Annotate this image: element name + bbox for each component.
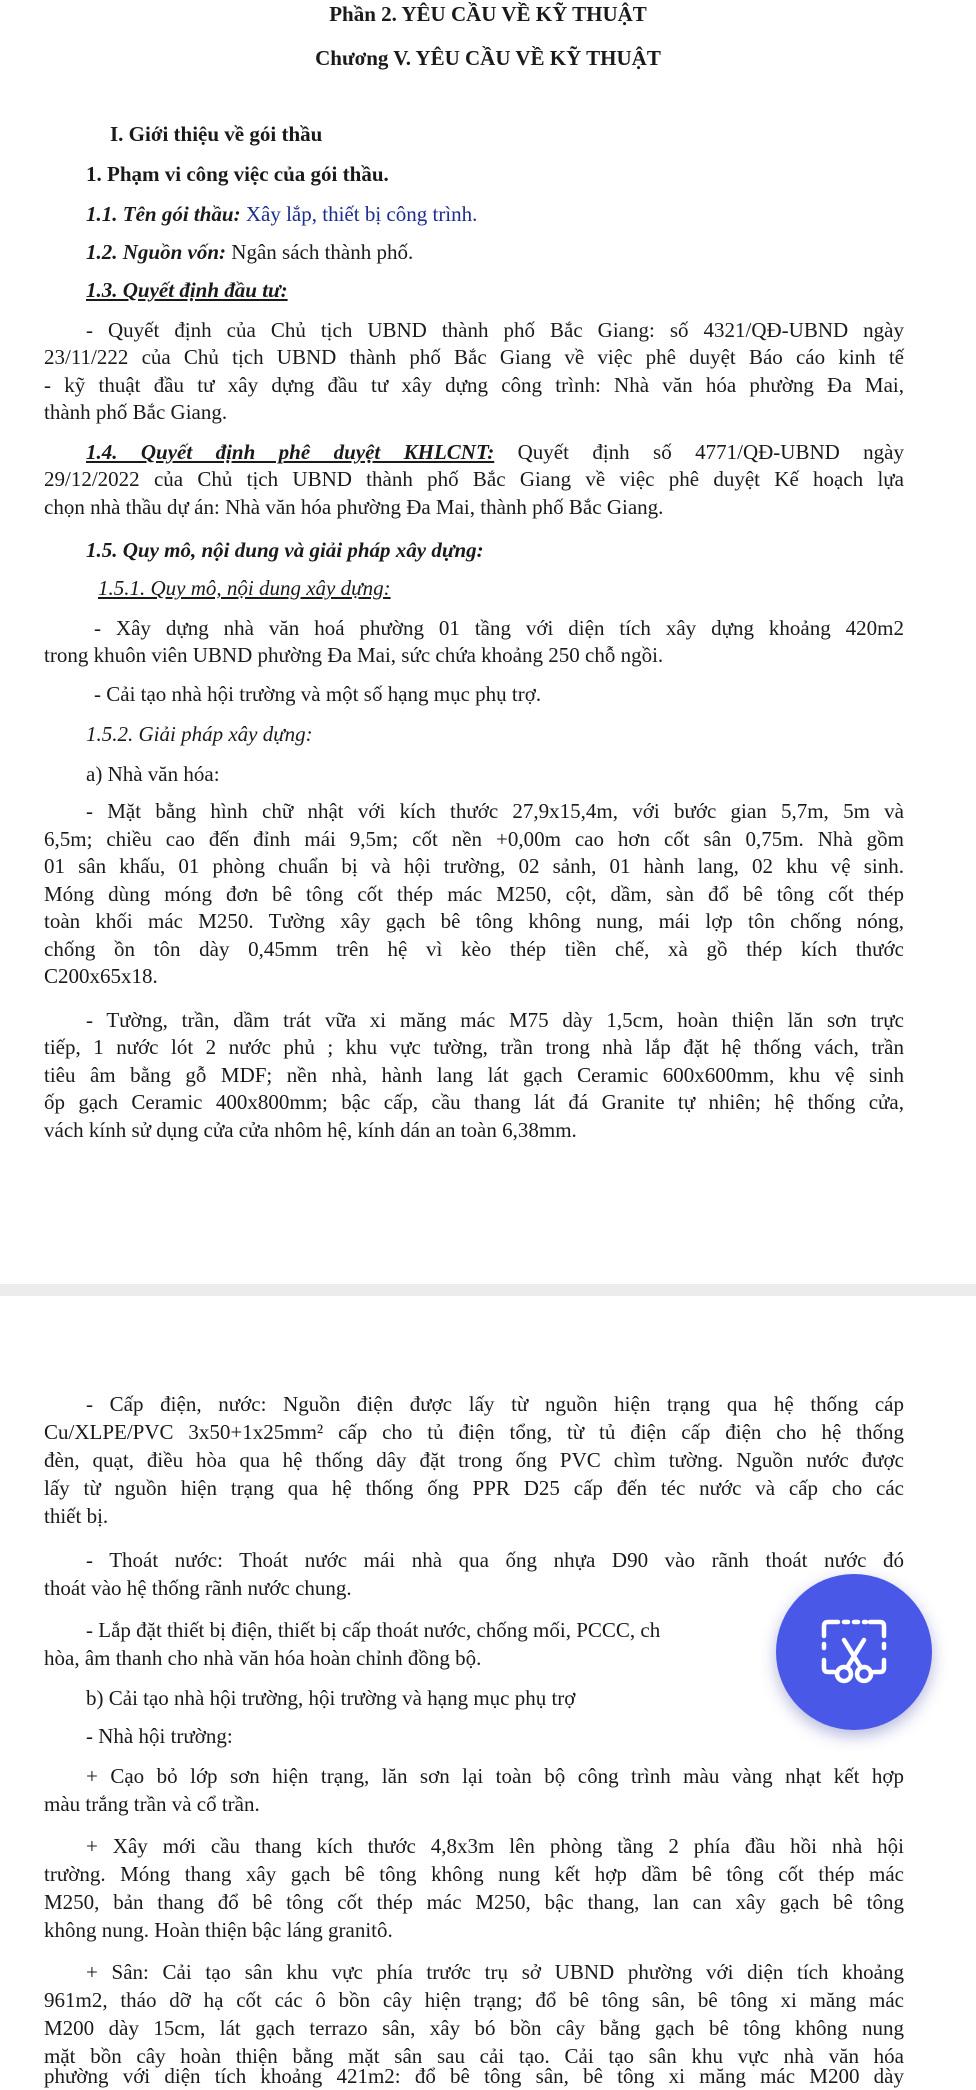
- subsection-1-5: 1.5. Quy mô, nội dung và giải pháp xây dựng:: [86, 538, 484, 562]
- paragraph-line: ốp gạch Ceramic 400x800mm; bậc cấp, cầu thang lát đá Granite tự nhiên; hệ thống cửa,: [44, 1090, 904, 1114]
- paragraph-line: Cu/XLPE/PVC 3x50+1x25mm² cấp cho tủ điện tổng, từ tủ điện cấp điện cho hệ thống: [44, 1420, 904, 1444]
- paragraph-line: - Cải tạo nhà hội trường và một số hạng mục phụ trợ.: [94, 682, 542, 706]
- paragraph-line: đèn, quạt, điều hòa qua hệ thống dây đặt trong ống PVC chìm tường. Nguồn nước được: [44, 1448, 904, 1472]
- paragraph-line: tiếp, 1 nước lót 2 nước phủ ; khu vực tường, trần trong nhà lắp đặt hệ thống vách, trần: [44, 1035, 904, 1059]
- paragraph-line: - Xây dựng nhà văn hoá phường 01 tầng với diện tích xây dựng khoảng 420m2: [94, 616, 904, 640]
- subsection-value: Ngân sách thành phố.: [226, 240, 414, 264]
- paragraph-line: 6,5m; chiều cao đến đỉnh mái 9,5m; cốt nền +0,00m cao hơn cốt sân 0,75m. Nhà gồm: [44, 827, 904, 851]
- item-b-subtitle: - Nhà hội trường:: [86, 1724, 233, 1748]
- subsection-value: Quyết định số 4771/QĐ-UBND ngày: [494, 440, 904, 464]
- subsection-1-3: [86, 276, 946, 304]
- paragraph-line: trường. Móng thang xây gạch bê tông không nung kết hợp dầm bê tông cốt thép mác: [44, 1862, 904, 1886]
- subsection-label: 1.3. Quyết định đầu tư:: [86, 278, 288, 302]
- subsection-1-4: [86, 438, 904, 466]
- page-separator: [0, 1284, 976, 1296]
- paragraph-line: chống ồn tôn dày 0,45mm trên hệ vì kèo thép tiền chế, xà gồ thép kích thước: [44, 937, 904, 961]
- paragraph-line: thiết bị.: [44, 1504, 109, 1528]
- paragraph-line: màu trắng trần và cổ trần.: [44, 1792, 260, 1816]
- item-b-title: b) Cải tạo nhà hội trường, hội trường và hạng mục phụ trợ: [86, 1686, 576, 1710]
- paragraph-line: + Xây mới cầu thang kích thước 4,8x3m lên phòng tầng 2 phía đầu hồi nhà hội: [86, 1834, 904, 1858]
- paragraph-line: M250, bản thang đổ bê tông cốt thép mác M250, bậc thang, lan can xây gạch bê tông: [44, 1890, 904, 1914]
- paragraph-line: thoát vào hệ thống rãnh nước chung.: [44, 1576, 352, 1600]
- paragraph-line: - Quyết định của Chủ tịch UBND thành phố Bắc Giang: số 4321/QĐ-UBND ngày: [86, 318, 904, 342]
- subsection-value: Xây lắp, thiết bị công trình.: [240, 202, 478, 226]
- paragraph-line: C200x65x18.: [44, 964, 158, 988]
- paragraph-line: chọn nhà thầu dự án: Nhà văn hóa phường Đa Mai, thành phố Bắc Giang.: [44, 495, 664, 519]
- paragraph-line: - Cấp điện, nước: Nguồn điện được lấy từ nguồn hiện trạng qua hệ thống cáp: [86, 1392, 904, 1416]
- paragraph-line: - Lắp đặt thiết bị điện, thiết bị cấp thoát nước, chống mối, PCCC, ch: [86, 1618, 661, 1642]
- subsection-label: 1.2. Nguồn vốn:: [86, 240, 227, 264]
- paragraph-line: 29/12/2022 của Chủ tịch UBND thành phố Bắc Giang về việc phê duyệt Kế hoạch lựa: [44, 467, 904, 491]
- paragraph-line: - kỹ thuật đầu tư xây dựng đầu tư xây dựng công trình: Nhà văn hóa phường Đa Mai,: [44, 373, 904, 397]
- item-a-title: a) Nhà văn hóa:: [86, 762, 220, 786]
- subsection-1-5-1: 1.5.1. Quy mô, nội dung xây dựng:: [98, 576, 391, 600]
- paragraph-line: 23/11/222 của Chủ tịch UBND thành phố Bắc Giang về việc phê duyệt Báo cáo kinh tế: [44, 345, 904, 369]
- section-heading: 1. Phạm vi công việc của gói thầu.: [86, 162, 389, 186]
- paragraph-line: 01 sân khấu, 01 phòng chuẩn bị và hội trường, 02 sảnh, 01 hành lang, 02 khu vệ sinh.: [44, 854, 904, 878]
- subsection-label: 1.1. Tên gói thầu:: [86, 202, 241, 226]
- paragraph-line: - Thoát nước: Thoát nước mái nhà qua ống nhựa D90 vào rãnh thoát nước đó: [86, 1548, 904, 1572]
- paragraph-line: - Mặt bằng hình chữ nhật với kích thước 27,9x15,4m, với bước gian 5,7m, 5m và: [86, 799, 904, 823]
- paragraph-line: - Tường, trần, dầm trát vữa xi măng mác M75 dày 1,5cm, hoàn thiện lăn sơn trực: [86, 1008, 904, 1032]
- paragraph-line: mặt bồn cây hoàn thiện bằng mặt sân sau cải tạo. Cải tạo sân khu vực nhà văn hóa: [44, 2044, 904, 2068]
- paragraph-line: trong khuôn viên UBND phường Đa Mai, sức chứa khoảng 250 chỗ ngồi.: [44, 643, 664, 667]
- paragraph-line: toàn khối mác M250. Tường xây gạch bê tông không nung, mái lợp tôn chống nóng,: [44, 909, 904, 933]
- paragraph-line: 961m2, tháo dỡ hạ cốt các ô bồn cây hiện trạng; đổ bê tông sân, bê tông xi măng mác: [44, 1988, 904, 2012]
- paragraph-line: phường với diện tích khoảng 421m2: đổ bê tông sân, bê tông xi măng mác M200 dày: [44, 2064, 904, 2088]
- paragraph-line: M200 dày 15cm, lát gạch terrazo sân, xây bó bồn cây bằng gạch bê tông không nung: [44, 2016, 904, 2040]
- subsection-1-1: [86, 200, 946, 228]
- paragraph-line: lấy từ nguồn hiện trạng qua hệ thống ống PPR D25 cấp đến téc nước và cấp cho các: [44, 1476, 904, 1500]
- paragraph-line: không nung. Hoàn thiện bậc láng granitô.: [44, 1918, 393, 1942]
- part-title: Phần 2. YÊU CẦU VỀ KỸ THUẬT: [329, 2, 647, 26]
- paragraph-line: thành phố Bắc Giang.: [44, 400, 228, 424]
- scissors-scan-icon: [818, 1616, 890, 1688]
- paragraph-line: hòa, âm thanh cho nhà văn hóa hoàn chỉnh đồng bộ.: [44, 1646, 482, 1670]
- paragraph-line: vách kính sử dụng cửa cửa nhôm hệ, kính dán an toàn 6,38mm.: [44, 1118, 577, 1142]
- paragraph-line: + Sân: Cải tạo sân khu vực phía trước trụ sở UBND phường với diện tích khoảng: [86, 1960, 904, 1984]
- scan-crop-fab-button[interactable]: [776, 1574, 932, 1730]
- subsection-label: 1.4. Quyết định phê duyệt KHLCNT:: [86, 440, 495, 464]
- section-heading: I. Giới thiệu về gói thầu: [110, 122, 323, 146]
- paragraph-line: Móng dùng móng đơn bê tông cốt thép mác M250, cột, dầm, sàn đổ bê tông cốt thép: [44, 882, 904, 906]
- paragraph-line: + Cạo bỏ lớp sơn hiện trạng, lăn sơn lại toàn bộ công trình màu vàng nhạt kết hợp: [86, 1764, 904, 1788]
- paragraph-line: tiêu âm bằng gỗ MDF; nền nhà, hành lang lát gạch Ceramic 600x600mm, khu vệ sinh: [44, 1063, 904, 1087]
- subsection-1-5-2: 1.5.2. Giải pháp xây dựng:: [86, 722, 313, 746]
- chapter-title: Chương V. YÊU CẦU VỀ KỸ THUẬT: [315, 46, 661, 70]
- subsection-1-2: [86, 238, 946, 266]
